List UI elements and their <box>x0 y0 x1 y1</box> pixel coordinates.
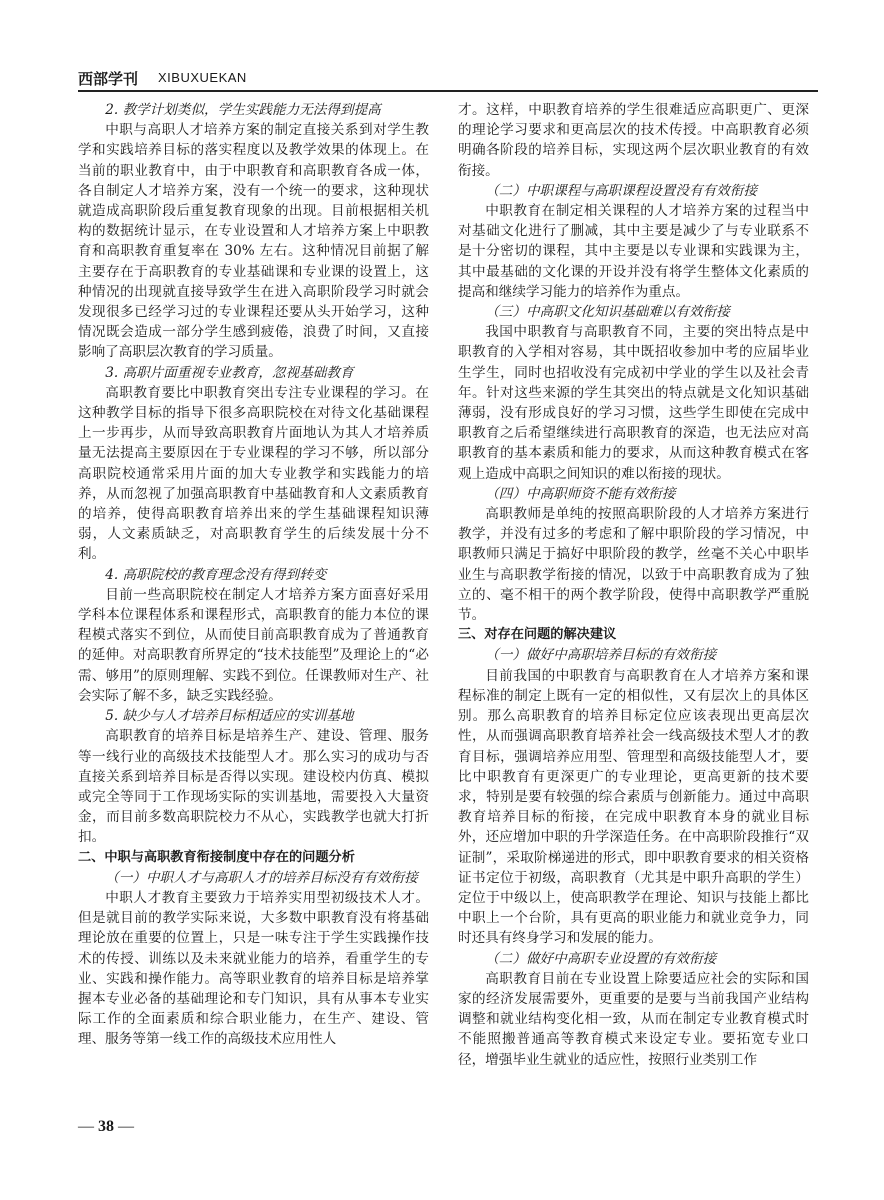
subsection-heading: （二）中职课程与高职课程设置没有有效衔接 <box>485 182 758 199</box>
page-number: 38 <box>98 1118 114 1135</box>
page-header <box>78 64 818 90</box>
section-heading: 三、对存在问题的解决建议 <box>458 627 617 643</box>
subsection-heading: （一）做好中高职培养目标的有效衔接 <box>485 647 717 664</box>
subsection-heading: （四）中高职师资不能有效衔接 <box>485 485 676 502</box>
subsection-heading: 2. 教学计划类似，学生实践能力无法得到提高 <box>105 102 381 118</box>
subsection-heading: 5. 缺少与人才培养目标相适应的实训基地 <box>105 708 354 725</box>
body-paragraph: 目前我国的中职教育与高职教育在人才培养方案和课程标准的制定上既有一定的相似性，又有层次上的具体区别。那么高职教育的培养目标定位应该表现出更高层次性，从而强调高职教育培养社会一线高级技术型人才的教育目标，强调培养应用型、管理型和高级技能型人才，要比中职教育有更深更广的专业理论，更高更新的技术要求，特别是要有较强的综合素质与创新能力。通过中高职教育培养目标的衔接，在完成中职教育本身的就业目标外，还应增加中职的升学深造任务。在中高职阶段推行“双证制”，采取阶梯递进的形式，即中职教育要求的相关资格证书定位于初级，高职教育（尤其是中职升高职的学生）定位于中级以上，使高职教学在理论、知识与技能上都比中职上一个台阶，具有更高的职业能力和就业竞争力，同时还具有终身学习和发展的能力。 <box>458 667 809 947</box>
page-footer <box>78 1118 134 1136</box>
left-column <box>78 100 429 1050</box>
right-column <box>458 100 809 1070</box>
body-paragraph: 高职教师是单纯的按照高职阶段的人才培养方案进行教学，并没有过多的考虑和了解中职阶段的学习情况，中职教师只满足于搞好中职阶段的教学，丝毫不关心中职毕业生与高职教学衔接的情况，以致于中高职教育成为了独立的、毫不相干的两个教学阶段，使得中高职教学严重脱节。 <box>458 506 809 624</box>
section-heading: 二、中职与高职教育衔接制度中存在的问题分析 <box>78 849 355 865</box>
footer-dash-left: — <box>78 1118 98 1135</box>
body-paragraph: 中职人才教育主要致力于培养实用型初级技术人才。但是就目前的教学实际来说，大多数中职教育没有将基础理论放在重要的位置上，只是一味专注于学生实践操作技术的传授、训练以及未来就业能力的培养，看重学生的专业、实践和操作能力。高等职业教育的培养目标是培养掌握本专业必备的基础理论和专门知识，具有从事本专业实际工作的全面素质和综合职业能力，在生产、建设、管理、服务等第一线工作的高级技术应用性人 <box>78 889 429 1048</box>
body-paragraph: 高职教育目前在专业设置上除要适应社会的实际和国家的经济发展需要外，更重要的是要与当前我国产业结构调整和就业结构变化相一致，从而在制定专业教育模式时不能照搬普通高等教育模式来设定专业。要拓宽专业口径，增强毕业生就业的适应性，按照行业类别工作 <box>458 970 809 1068</box>
subsection-heading: （二）做好中高职专业设置的有效衔接 <box>485 950 717 967</box>
body-paragraph: 中职教育在制定相关课程的人才培养方案的过程当中对基础文化进行了删减，其中主要是减少了与专业联系不是十分密切的课程，其中主要是以专业课和实践课为主，其中最基础的文化课的开设并没有将学生整体文化素质的提高和继续学习能力的培养作为重点。 <box>458 203 809 300</box>
subsection-heading: （一）中职人才与高职人才的培养目标没有有效衔接 <box>105 869 418 886</box>
subsection-heading: 4. 高职院校的教育理念没有得到转变 <box>105 566 327 583</box>
body-paragraph: 目前一些高职院校在制定人才培养方案方面喜好采用学科本位课程体系和课程形式，高职教育的能力本位的课程模式落实不到位，从而使目前高职教育成为了普通教育的延伸。对高职教育所界定的“技术技能型”及理论上的“必需、够用”的原则理解、实践不到位。任课教师对生产、社会实际了解不多，缺乏实践经验。 <box>78 586 429 704</box>
journal-title: 西部学刊 <box>78 70 139 88</box>
body-paragraph: 高职教育要比中职教育突出专注专业课程的学习。在这种教学目标的指导下很多高职院校在对待文化基础课程上一步再步，从而导致高职教育片面地认为其人才培养质量无法提高主要原因在于专业课程的学习不够，所以部分高职院校通常采用片面的加大专业教学和实践能力的培养，从而忽视了加强高职教育中基础教育和人文素质教育的培养，使得高职教育培养出来的学生基础课程知识薄弱，人文素质缺乏，对高职教育学生的后续发展十分不利。 <box>78 384 429 563</box>
body-paragraph: 中职与高职人才培养方案的制定直接关系到对学生教学和实践培养目标的落实程度以及教学效果的体现上。在当前的职业教育中，由于中职教育和高职教育各成一体，各自制定人才培养方案，没有一个统一的要求，这种现状就造成高职阶段后重复教育现象的出现。目前根据相关机构的数据统计显示，在专业设置和人才培养方案上中职教育和高职教育重复率在 30% 左右。这种情况目前据了解主要存在于高职教育的专业基础课和专业课的设置上，这种情况的出现就直接导致学生在进入高职阶段学习时就会发现很多已经学习过的专业课程还要从头开始学习，这种情况既会造成一部分学生感到疲倦，浪费了时间，又直接影响了高职层次教育的学习质量。 <box>78 122 429 361</box>
body-paragraph: 我国中职教育与高职教育不同，主要的突出特点是中职教育的入学相对容易，其中既招收参加中考的应届毕业生学生，同时也招收没有完成初中学业的学生以及社会青年。针对这些来源的学生其突出的特点就是文化知识基础薄弱，没有形成良好的学习习惯，这些学生即使在完成中职教育之后希望继续进行高职教育的深造，也无法应对高职教育的基本素质和能力的要求，从而这种教育模式在客观上造成中高职之间知识的难以衔接的现状。 <box>458 324 809 482</box>
header-rule <box>78 90 818 92</box>
continued-paragraph: 才。这样，中职教育培养的学生很难适应高职更广、更深的理论学习要求和更高层次的技术传授。中高职教育必须明确各阶段的培养目标，实现这两个层次职业教育的有效衔接。 <box>458 102 809 179</box>
subsection-heading: 3. 高职片面重视专业教育，忽视基础教育 <box>105 364 354 381</box>
subsection-heading: （三）中高职文化知识基础难以有效衔接 <box>485 304 730 321</box>
body-paragraph: 高职教育的培养目标是培养生产、建设、管理、服务等一线行业的高级技术技能型人才。那么实习的成功与否直接关系到培养目标是否得以实现。建设校内仿真、模拟或完全等同于工作现场实际的实训基地，需要投入大量资金，而目前多数高职院校力不从心，实践教学也就大打折扣。 <box>78 728 429 846</box>
footer-dash-right: — <box>114 1118 134 1135</box>
journal-pinyin: XIBUXUEKAN <box>158 70 247 85</box>
